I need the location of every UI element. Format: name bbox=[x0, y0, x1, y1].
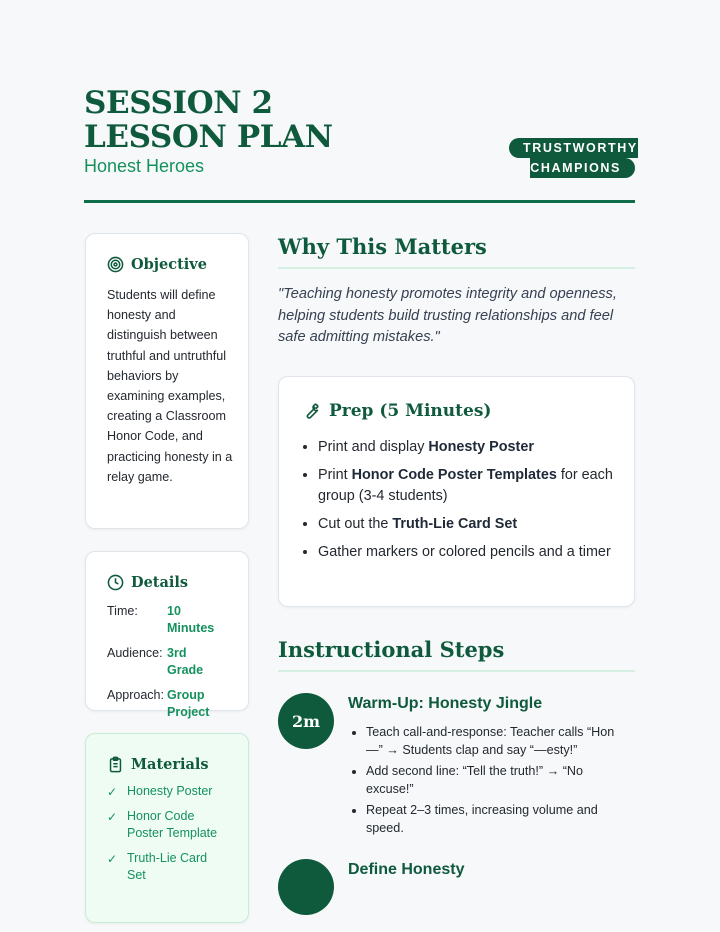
prep-list bbox=[301, 437, 613, 563]
why-section bbox=[278, 234, 635, 269]
header-divider bbox=[84, 200, 635, 203]
objective-heading bbox=[107, 256, 228, 273]
materials-card bbox=[85, 733, 249, 923]
details-label: Audience: bbox=[107, 646, 163, 660]
prep-heading-label: Prep (5 Minutes) bbox=[329, 401, 492, 421]
details-value: 10 Minutes bbox=[167, 604, 215, 635]
step-title: Warm-Up: Honesty Jingle bbox=[348, 695, 543, 712]
prep-item: • Print and display Honesty Poster bbox=[318, 437, 613, 458]
page-title: SESSION 2 LESSON PLAN bbox=[84, 85, 333, 155]
details-row bbox=[107, 645, 217, 687]
prep-item: • Gather markers or colored pencils and a timer bbox=[318, 542, 613, 563]
wrench-icon bbox=[301, 401, 321, 421]
step-badge: 2m bbox=[278, 693, 334, 749]
check-icon: ✓ bbox=[107, 851, 118, 866]
materials-list bbox=[107, 783, 228, 885]
details-row bbox=[107, 687, 217, 729]
materials-item-label: Honesty Poster bbox=[127, 784, 213, 798]
materials-item bbox=[107, 783, 228, 801]
step-title: Define Honesty bbox=[348, 861, 465, 878]
details-value: Group Project bbox=[167, 688, 210, 719]
page-subtitle: Honest Heroes bbox=[84, 156, 205, 176]
step-bullets bbox=[348, 724, 618, 841]
materials-item bbox=[107, 850, 228, 885]
details-value: 3rd Grade bbox=[167, 646, 204, 677]
clipboard-icon bbox=[107, 756, 124, 773]
why-heading: Why This Matters bbox=[278, 234, 635, 269]
step-bullet: • Repeat 2–3 times, increasing volume and speed. bbox=[366, 802, 618, 837]
step-bullet: • Add second line: “Tell the truth!” → “No excuse!” bbox=[366, 763, 618, 798]
trustworthy-badge bbox=[509, 138, 638, 178]
prep-heading bbox=[301, 401, 613, 421]
details-heading bbox=[107, 574, 228, 591]
details-card bbox=[85, 551, 249, 719]
materials-heading-label: Materials bbox=[131, 756, 209, 773]
materials-heading bbox=[107, 756, 228, 773]
objective-heading-label: Objective bbox=[131, 256, 207, 273]
details-row bbox=[107, 603, 217, 645]
prep-item: • Cut out the Truth-Lie Card Set bbox=[318, 514, 613, 535]
prep-card bbox=[278, 376, 635, 607]
instructional-heading: Instructional Steps bbox=[278, 637, 635, 672]
why-quote: "Teaching honesty promotes integrity and openness, helping students build trusting relationships and feel safe admitting mistakes." bbox=[278, 286, 617, 345]
check-icon: ✓ bbox=[107, 785, 118, 799]
target-icon bbox=[107, 256, 124, 273]
details-label: Time: bbox=[107, 604, 138, 618]
objective-text: Students will define honesty and distinguish between truthful and untruthful behaviors by examining examples, creating a Classroom Honor Code, and practicing honesty in a relay game. bbox=[107, 288, 233, 484]
materials-item-label: Truth-Lie Card Set bbox=[127, 850, 208, 882]
badge-line-2: CHAMPIONS bbox=[530, 158, 635, 178]
check-icon: ✓ bbox=[107, 809, 118, 824]
details-label: Approach: bbox=[107, 688, 164, 702]
materials-item bbox=[107, 808, 228, 843]
prep-item: • Print Honor Code Poster Templates for each group (3-4 students) bbox=[318, 465, 613, 507]
badge-line-1: TRUSTWORTHY bbox=[509, 138, 638, 158]
instructional-section bbox=[278, 637, 635, 672]
objective-card bbox=[85, 233, 249, 529]
step-badge bbox=[278, 859, 334, 915]
step-bullet: • Teach call-and-response: Teacher calls “Hon—” → Students clap and say “—esty!” bbox=[366, 724, 618, 759]
clock-icon bbox=[107, 574, 124, 591]
materials-item-label: Honor Code Poster Template bbox=[127, 808, 218, 840]
details-heading-label: Details bbox=[131, 574, 189, 591]
details-table bbox=[107, 603, 217, 729]
